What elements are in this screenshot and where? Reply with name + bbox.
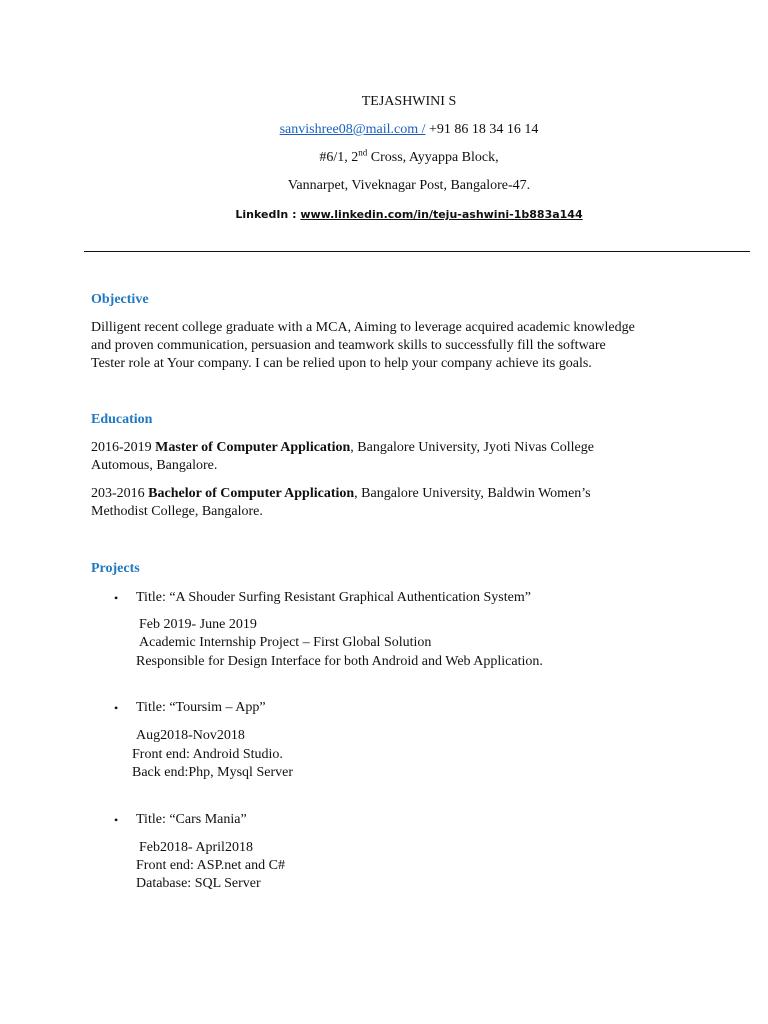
address-line-1 bbox=[84, 149, 734, 167]
education-years: 2016-2019 bbox=[91, 440, 156, 455]
projects-heading: Projects bbox=[91, 561, 140, 576]
contact-line bbox=[84, 121, 734, 139]
project-detail: Feb2018- April2018 bbox=[139, 840, 253, 855]
education-entry-line bbox=[91, 439, 594, 457]
education-institution: , Bangalore University, Baldwin Women’s bbox=[354, 486, 591, 501]
project-detail: Back end:Php, Mysql Server bbox=[132, 765, 293, 780]
address-line-1-pre: #6/1, 2 bbox=[319, 150, 359, 165]
linkedin-link[interactable]: www.linkedin.com/in/teju-ashwini-1b883a144 bbox=[300, 208, 583, 221]
linkedin-label: LinkedIn : bbox=[235, 208, 301, 221]
project-title: Title: “Cars Mania” bbox=[136, 812, 247, 827]
education-years: 203-2016 bbox=[91, 486, 149, 501]
project-title: Title: “A Shouder Surfing Resistant Graphical Authentication System” bbox=[136, 590, 531, 605]
bullet-icon: • bbox=[114, 813, 119, 827]
objective-line: and proven communication, persuasion and teamwork skills to successfully fill the software bbox=[91, 338, 606, 353]
objective-heading: Objective bbox=[91, 292, 149, 307]
email-link[interactable]: sanvishree08@mail.com / bbox=[279, 122, 426, 137]
education-degree: Bachelor of Computer Application bbox=[148, 486, 355, 501]
candidate-name: TEJASHWINI S bbox=[361, 94, 457, 109]
bullet-icon: • bbox=[114, 591, 119, 605]
objective-line: Dilligent recent college graduate with a MCA, Aiming to leverage acquired academic knowledge bbox=[91, 320, 635, 335]
project-title: Title: “Toursim – App” bbox=[136, 700, 266, 715]
address-line-1-post: Cross, Ayyappa Block, bbox=[367, 150, 499, 165]
project-detail: Database: SQL Server bbox=[136, 876, 261, 891]
address-line-1-sup: nd bbox=[358, 147, 368, 158]
education-degree: Master of Computer Application bbox=[155, 440, 351, 455]
objective-line: Tester role at Your company. I can be relied upon to help your company achieve its goals. bbox=[91, 356, 592, 371]
horizontal-divider bbox=[84, 251, 750, 252]
project-detail: Responsible for Design Interface for both Android and Web Application. bbox=[136, 654, 543, 669]
education-entry-line bbox=[91, 485, 591, 503]
phone-number: +91 86 18 34 16 14 bbox=[425, 122, 539, 137]
project-detail: Front end: ASP.net and C# bbox=[136, 858, 285, 873]
education-entry-line2: Methodist College, Bangalore. bbox=[91, 504, 263, 519]
project-detail: Feb 2019- June 2019 bbox=[139, 617, 257, 632]
project-detail: Aug2018-Nov2018 bbox=[136, 728, 245, 743]
education-institution: , Bangalore University, Jyoti Nivas College bbox=[350, 440, 594, 455]
project-detail: Front end: Android Studio. bbox=[132, 747, 283, 762]
linkedin-line bbox=[84, 206, 734, 224]
address-line-2: Vannarpet, Viveknagar Post, Bangalore-47. bbox=[287, 178, 531, 193]
bullet-icon: • bbox=[114, 701, 119, 715]
education-entry-line2: Automous, Bangalore. bbox=[91, 458, 218, 473]
project-detail: Academic Internship Project – First Global Solution bbox=[139, 635, 432, 650]
education-heading: Education bbox=[91, 412, 153, 427]
